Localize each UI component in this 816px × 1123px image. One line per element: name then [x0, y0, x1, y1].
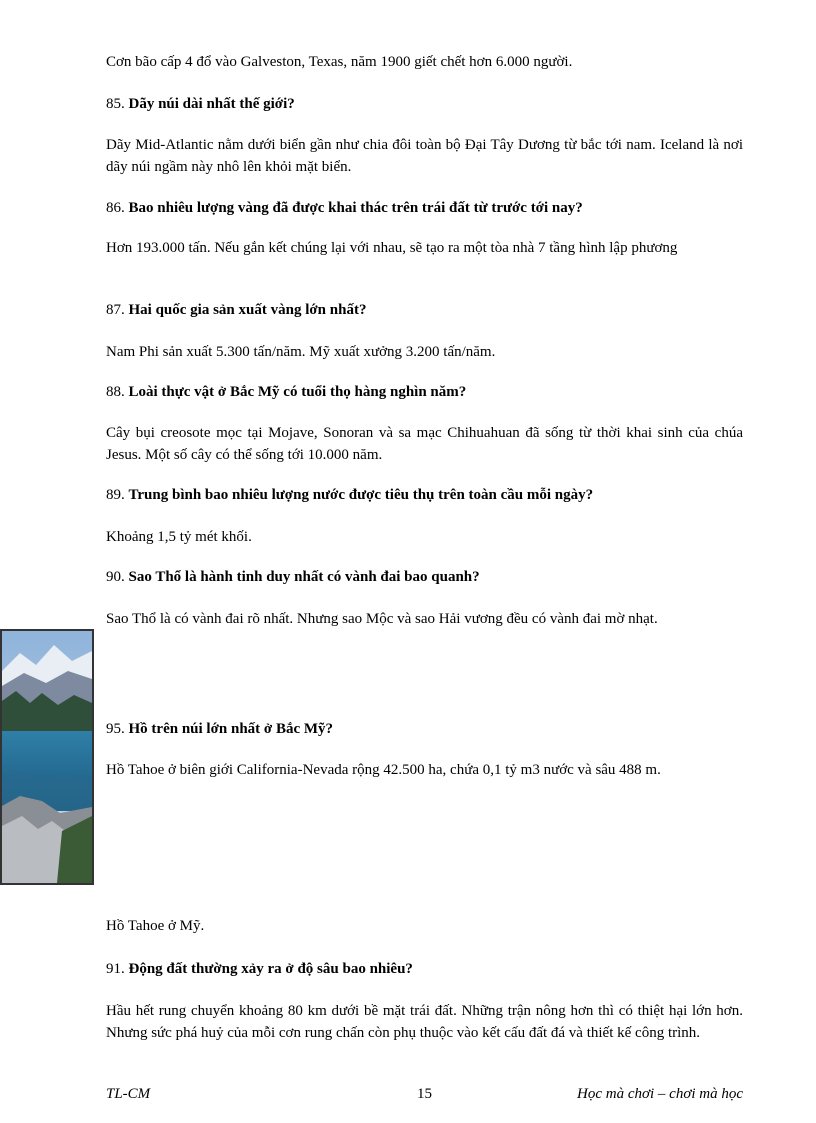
footer-right: Học mà chơi – chơi mà học [577, 1086, 743, 1102]
question-text: Bao nhiêu lượng vàng đã được khai thác trên trái đất từ trước tới nay? [128, 200, 583, 216]
question-number: 86. [106, 200, 125, 216]
question-86 [106, 197, 743, 219]
question-text: Hai quốc gia sản xuất vàng lớn nhất? [128, 302, 367, 318]
question-87 [106, 299, 743, 321]
question-number: 85. [106, 96, 125, 112]
question-text: Sao Thổ là hành tinh duy nhất có vành đai bao quanh? [128, 569, 480, 585]
question-text: Động đất thường xảy ra ở độ sâu bao nhiêu? [128, 961, 413, 977]
question-text: Trung bình bao nhiêu lượng nước được tiêu thụ trên toàn cầu mỗi ngày? [128, 487, 594, 503]
answer-84: Cơn bão cấp 4 đổ vào Galveston, Texas, năm 1900 giết chết hơn 6.000 người. [106, 54, 573, 70]
answer-86: Hơn 193.000 tấn. Nếu gắn kết chúng lại với nhau, sẽ tạo ra một tòa nhà 7 tầng hình lập phương [106, 240, 678, 256]
question-number: 91. [106, 961, 125, 977]
question-89 [106, 484, 743, 506]
answer-90: Sao Thổ là có vành đai rõ nhất. Nhưng sao Mộc và sao Hải vương đều có vành đai mờ nhạt. [106, 611, 658, 627]
question-number: 87. [106, 302, 125, 318]
question-85 [106, 93, 743, 115]
lake-tahoe-photo [0, 629, 94, 885]
question-90 [106, 566, 743, 588]
answer-87: Nam Phi sản xuất 5.300 tấn/năm. Mỹ xuất xưởng 3.200 tấn/năm. [106, 344, 496, 360]
footer-left: TL-CM [106, 1086, 151, 1102]
lake-landscape-image [2, 631, 92, 883]
question-88 [106, 381, 743, 403]
question-number: 95. [106, 721, 125, 737]
question-number: 88. [106, 384, 125, 400]
question-91 [106, 958, 743, 980]
page-number: 15 [417, 1086, 432, 1102]
answer-91: Hầu hết rung chuyển khoảng 80 km dưới bề mặt trái đất. Những trận nông hơn thì có thiệt hại lớn hơn. Nhưng sức phá huỷ của mỗi cơn rung chấn còn phụ thuộc vào kết cấu đất đá và thiết kế công trình. [106, 1003, 743, 1041]
photo-caption: Hồ Tahoe ở Mỹ. [106, 918, 205, 934]
question-text: Loài thực vật ở Bắc Mỹ có tuổi thọ hàng nghìn năm? [128, 384, 467, 400]
answer-88: Cây bụi creosote mọc tại Mojave, Sonoran và sa mạc Chihuahuan đã sống từ thời khai sinh của chúa Jesus. Một số cây có thể sống tới 10.000 năm. [106, 425, 743, 463]
question-text: Hồ trên núi lớn nhất ở Bắc Mỹ? [128, 721, 334, 737]
question-95 [106, 718, 743, 740]
answer-85: Dãy Mid-Atlantic nằm dưới biển gần như chia đôi toàn bộ Đại Tây Dương từ bắc tới nam. Iceland là nơi dãy núi ngầm này nhô lên khỏi mặt biển. [106, 137, 743, 175]
question-text: Dãy núi dài nhất thế giới? [128, 96, 295, 112]
answer-95: Hồ Tahoe ở biên giới California-Nevada rộng 42.500 ha, chứa 0,1 tỷ m3 nước và sâu 488 m. [106, 762, 661, 778]
answer-89: Khoảng 1,5 tỷ mét khối. [106, 529, 252, 545]
question-number: 90. [106, 569, 125, 585]
question-number: 89. [106, 487, 125, 503]
